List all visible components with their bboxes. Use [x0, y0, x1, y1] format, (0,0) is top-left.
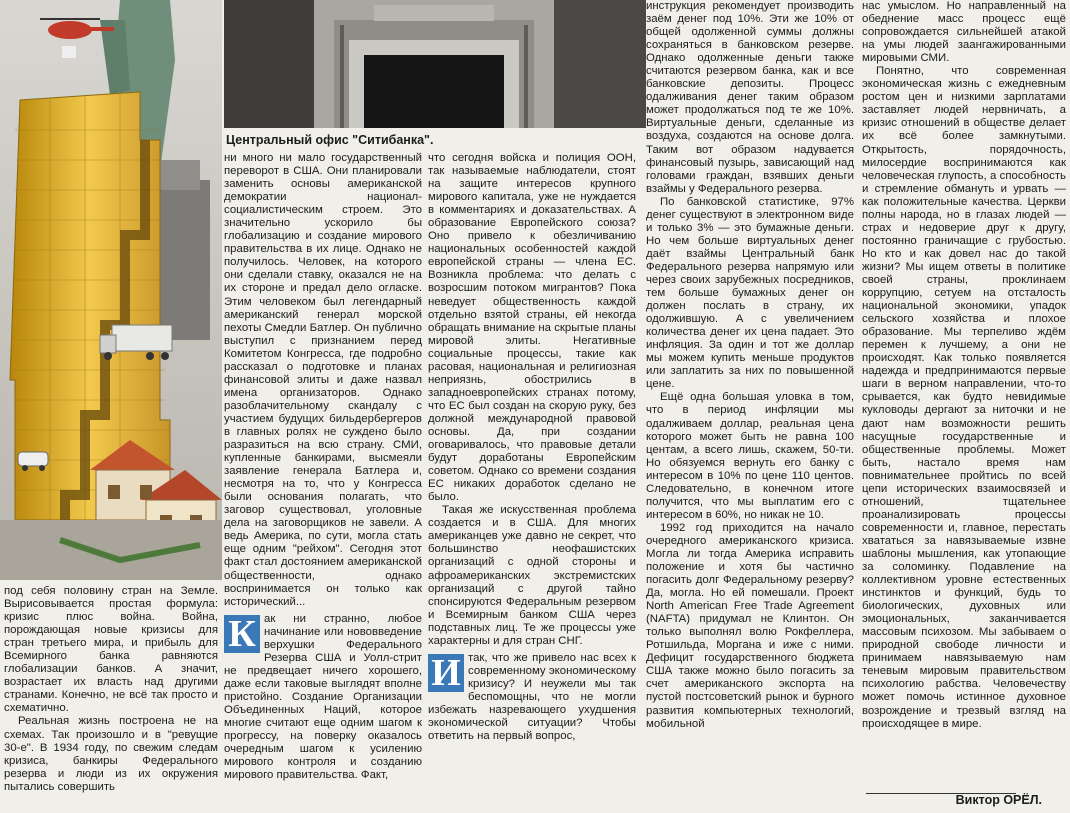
paragraph: под себя половину стран на Земле. Вырисовывается простая формула: кризис плюс война. Война, порождающая новые кризисы для стран третьего мира, и прибыль для Всемирного банка равняются глобализации банков. А значит, возрастает их власть над другими странами. Конечно, не всё так просто и схематично.: [4, 585, 218, 715]
paragraph: По банковской статистике, 97% денег существуют в электронном виде и только 3% — это бумажные деньги. Но чем больше виртуальных денег даёт взаймы Центральный банк Федерального резерва напрямую или через своих зарубежных посредников, тем больше бумажных денег он должен послать в страну, их одолжившую. А с увеличением количества денег их цена падает. Это инфляция. За один и тот же доллар мы можем купить меньше продуктов или заплатить за них по повышенной цене.: [646, 195, 854, 391]
paragraph-text: так, что же привело нас всех к современному экономическому кризису? И неужели мы так беспомощны, что не могли избежать назревающего ухудшения экономической ситуации? Чтобы ответить на первый вопрос,: [428, 651, 636, 743]
dropcap-paragraph: [428, 652, 636, 743]
column-2-text: [224, 152, 422, 810]
paragraph: 1992 год приходится на начало очередного американского кризиса. Могла ли тогда Америка исправить положение и хотя бы частично погасить долг Федеральному резерву? Да, могла. Но ей помешали. Проект North American Free Trade Agreement (NAFTA) придумал не Клинтон. Он только выполнял волю Рокфеллера, Ротшильда, Моргана и иже с ними. Дефицит государственного бюджета США также можно было погасить за счет американского экспорта на пустой постсоветский рынок и бурного развития компьютерных технологий, мобильной: [646, 521, 854, 730]
dropcap-letter: И: [428, 654, 464, 692]
paragraph: инструкция рекомендует производить заём денег под 10%. Эти же 10% от общей одолженной суммы должны сохраняться в банковском резерве. Однако одолженные деньги также считаются резервом банка, как и все банковские депозиты. Процесс одалживания денег таким образом может продолжаться под те же 10%. Виртуальные деньги, сделанные из воздуха, создаются на основе долга. Таким вот образом надувается финансовый пузырь, зависающий над головами граждан, взявших деньги взаймы у Федерального резерва.: [646, 0, 854, 195]
paragraph: Реальная жизнь построена не на схемах. Так произошло и в "ревущие 30-е". В 1934 году, по свежим следам кризиса, банкиры Федерального резерва и люди из их окружения пытались совершить: [4, 715, 218, 793]
column-4-text: [646, 0, 854, 810]
photo-caption: Центральный офис "Ситибанка".: [226, 133, 434, 147]
paragraph: Ещё одна большая уловка в том, что в период инфляции мы одалживаем доллар, реальная цена которого может быть не равна 100 центам, а всего лишь, скажем, 50-ти. Но обязуемся вернуть его банку с интересом в 10% по цене 110 центов. Следовательно, в конечном итоге получится, что мы выплатим его с интересом в 60%, но никак не 10.: [646, 391, 854, 521]
column-5-text: [862, 0, 1066, 780]
author-signature: Виктор ОРЁЛ.: [955, 793, 1042, 807]
gold-tower-illustration-svg: [0, 0, 222, 580]
column-3-text: [428, 152, 636, 810]
paragraph: что сегодня войска и полиция ООН, так называемые наблюдатели, стоят на защите интересов крупного мирового капитала, уже не нуждается в комментариях и доказательствах. А образование Европейского союза? Оно привело к обезличиванию национальных особенностей каждой европейской страны — члена ЕС. Возникла проблема: что делать с возросшим потоком мигрантов? Пока неведует общественность каждой отдельно взятой страны, ей некогда обращать внимание на скрытые планы мировой элиты. Негативные социальные процессы, такие как расовая, национальная и религиозная неприязнь, обострились в западноевропейских странах потому, что ЕС был создан на скорую руку, без должной международной правовой основы. Да, при создании оговаривалось, что правовые детали будут доработаны Европейским советом. Однако со времени создания ЕС никаких доработок сделано не было.: [428, 152, 636, 504]
column-1-text: [4, 585, 218, 810]
paragraph: нас умыслом. Но направленный на обеднение масс процесс ещё сопровождается сильнейшей атакой на умы людей заангажированными мировыми СМИ.: [862, 0, 1066, 65]
dropcap-letter: К: [224, 615, 260, 653]
paragraph: ни много ни мало государственный переворот в США. Они планировали заменить основы американской демократии национал-социалистическим строем. Это значительно ускорило бы глобализацию и создание мирового правительства в их лице. Однако не получилось. Человек, на которого они сделали ставку, оказался не на их стороне и предал дело огласке. Этим человеком был легендарный американский генерал морской пехоты Смедли Батлер. Он публично выступил с признанием перед Комитетом Конгресса, где подробно рассказал о подготовке и планах финансовой элиты и даже назвал имена организаторов. Однако разоблачительному скандалу с участием будущих бильдербергеров в главных ролях не суждено было разразиться на всю страну. СМИ, купленные банкирами, высмеяли заявление генерала Батлера и, несмотря на то, что у Конгресса были основания полагать, что заговор существовал, уголовные дела на заговорщиков не завели. А ведь Америка, по сути, могла стать еще одним "рейхом". Сегодня этот факт стал достоянием американской общественности, однако воспринимается он только как исторический...: [224, 152, 422, 608]
paragraph: Понятно, что современная экономическая жизнь с ежедневным ростом цен и низкими зарплатами заставляет людей нервничать, а кризис отношений в обществе делает их всё более замкнутыми. Открытость, порядочность, милосердие воспринимаются как человеческая глупость, а способность и стремление обмануть и урвать — как положительные качества. Церкви полны народа, но в глазах людей — страх и недоверие друг к другу, постоянно граничащие с грубостью. Но кто и как довел нас до такой жизни? Мы ищем ответы в политике своей страны, проклинаем коррупцию, сетуем на отсталость национальной экономики, упадок сельского хозяйства и плохое образование. Мы терпеливо ждём перемен к лучшему, а они не происходят. Как только появляется надежда и предпринимаются первые шаги в верном направлении, что-то срывается, как будто невидимые кукловоды дергают за ниточки и не дают нам возможности решить насущные государственные и общественные проблемы. Может быть, настало время нам повнимательнее пройтись по всей цепи исторических взаимосвязей и отношений, тщательнее проанализировать процессы современности и, главное, перестать хвататься за навязываемые извне шаблоны мышления, как утопающие за соломинку. Подавление на коллективном уровне естественных инстинктов и функций, будь то биологических, духовных или эмоциональных, заканчивается массовым психозом. Мы забываем о природной свободе личности и принимаем навязываемую нам теневым мировым правительством психологию рабства. Человечеству может помочь истинное духовное возрождение и трезвый взгляд на происходящее в мире.: [862, 65, 1066, 730]
dropcap-paragraph: [224, 613, 422, 783]
citibank-building-svg: [224, 0, 646, 128]
paragraph-text: ак ни странно, любое начинание или нововведение верхушки Федерального Резерва США и Уолл-стрит не предвещает ничего хорошего, даже если таковые выглядят вполне пристойно. Создание Организации Объединенных Наций, которое многие считают еще одним шагом к прогрессу, на поверку оказалось очередным шагом к усилению мирового контроля и созданию мирового правительства. Факт,: [224, 612, 422, 782]
paragraph: Такая же искусственная проблема создается и в США. Для многих американцев уже давно не секрет, что большинство неофашистских организаций с одной стороны и афроамериканских экстремистских организаций с другой тайно спонсируются Федеральным резервом и Всемирным банком США через подставных лиц. Те же процессы уже характерны и для стран СНГ.: [428, 504, 636, 647]
citibank-office-photo: [224, 0, 646, 128]
illustration-gold-tower: [0, 0, 222, 580]
